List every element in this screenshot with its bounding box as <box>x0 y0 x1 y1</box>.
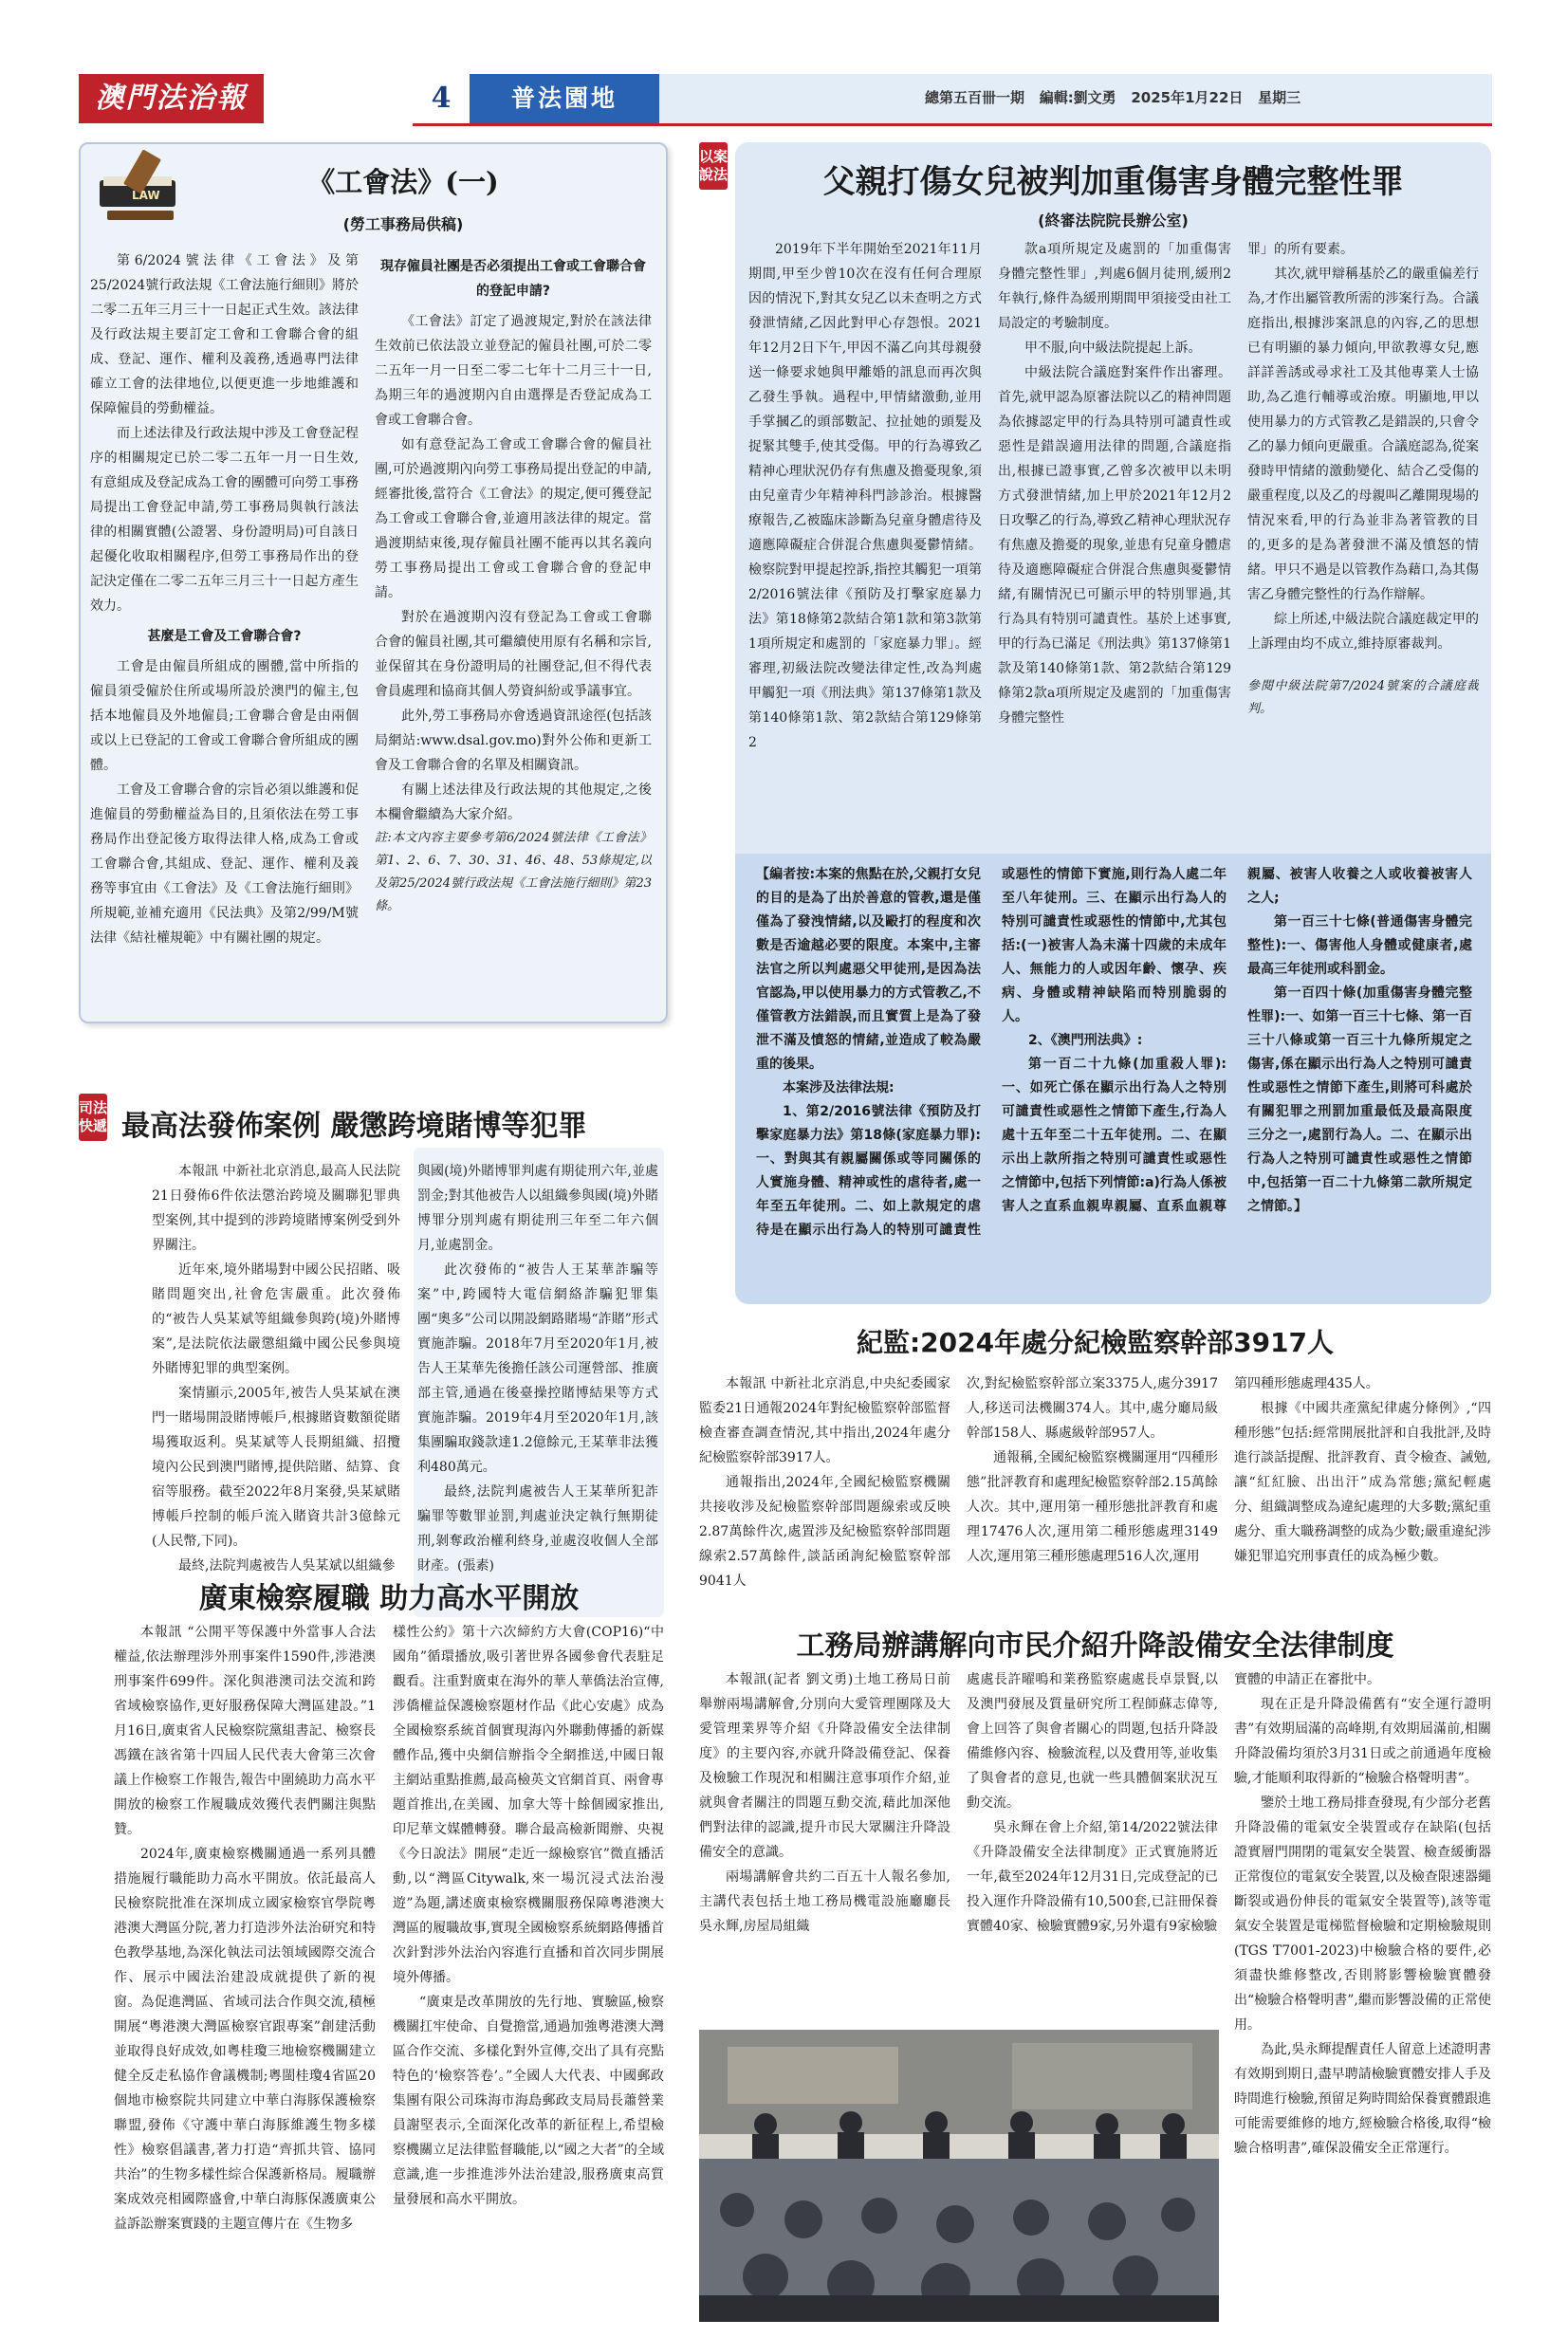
paragraph: 第四種形態處理435人。 <box>1234 1376 1379 1391</box>
father-case-title: 父親打傷女兒被判加重傷害身體完整性罪 <box>822 163 1404 201</box>
footnote: 註:本文內容主要參考第6/2024號法律《工會法》第1、2、6、7、30、31、46、48、53條規定,以及第25/2024號行政法規《工會法施行細則》第23條。 <box>375 831 652 913</box>
paragraph: 第一百四十條(加重傷害身體完整性罪):一、如第一百三十七條、第一百三十八條或第一百三十九條所規定之傷害,係在顯示出行為人之特別可譴責性或惡性之情節下產生,則將可科處於有關犯罪之刑罰加重最低及最高限度三分之一,處罰行為人。二、在顯示出行為人之特別可譴責性或惡性之情節中,包括第一百二十九條第二款所規定之情節。】 <box>1247 985 1472 1214</box>
paragraph: 與國(境)外賭博罪判處有期徒刑六年,並處罰金;對其他被告人以組織參與國(境)外賭博罪分別判處有期徒刑三年至二年六個月,並處罰金。 <box>417 1164 658 1253</box>
meeting-photo <box>699 2030 1219 2322</box>
discipline-article <box>699 1309 1491 1627</box>
father-case-article <box>735 142 1491 1304</box>
paragraph: 此次發佈的“被告人王某華詐騙等案”中,跨國特大電信網絡詐騙犯罪集團“奧多”公司以開設網路賭場“詐賭”形式實施詐騙。2018年7月至2020年1月,被告人王某華先後擔任該公司運營部、推廣部主管,通過在後臺操控賭博結果等方式實施詐騙。2019年4月至2020年1月,該集團騙取錢款達1.2億餘元,王某華非法獲利480萬元。 <box>417 1262 658 1475</box>
discipline-title: 紀監:2024年處分紀檢監察幹部3917人 <box>856 1327 1335 1358</box>
paragraph: 兩場講解會共約二百五十人報名參加,主講代表包括土地工務局機電設施廳廳長吳永輝,房屋局組織 <box>699 1869 950 1934</box>
father-case-byline: (終審法院院長辦公室) <box>1038 212 1189 230</box>
gambling-col2 <box>417 1159 658 1614</box>
gambling-col1 <box>152 1159 400 1614</box>
paragraph: 吳永輝在會上介紹,第14/2022號法律《升降設備安全法律制度》正式實施將近一年,截至2024年12月31日,完成登記的已投入運作升降設備有10,500套,已註冊保養實體40家、檢驗實體9家,另外還有9家檢驗 <box>967 1820 1218 1934</box>
paragraph: 而上述法律及行政法規中涉及工會登記程序的相關規定已於二零二五年一月一日生效,有意組成及登記成為工會的團體可向勞工事務局提出工會登記申請,勞工事務局與執行該法律的相關實體(公證署、身份證明局)可自該日起優化收取相關程序,但勞工事務局作出的登記決定僅在二零二五年三月三十一日起方產生效力。 <box>90 426 359 614</box>
law-book-icon <box>88 148 187 239</box>
weekday: 星期三 <box>1258 89 1301 106</box>
lift-safety-col2 <box>967 1667 1218 2018</box>
paragraph: 最終,法院判處被告人吳某斌以組織參 <box>178 1558 396 1574</box>
paragraph: 綜上所述,中級法院合議庭裁定甲的上訴理由均不成立,維持原審裁判。 <box>1247 612 1479 652</box>
paragraph: 第一百二十九條(加重殺人罪):一、如死亡係在顯示出行為人之特別可譴責性或惡性之情節下產生,行為人處十五年至二十五年徒刑。二、在顯示出上款所指之特別可譴責性或惡性之情節中,包括下列情節:a)行為人係被害人之直系血親卑親屬、直系血親尊親屬、被害人收養之人或收養被害人之人; <box>1002 867 1472 1214</box>
paragraph: 1、第2/2016號法律《預防及打擊家庭暴力法》第18條(家庭暴力罪):一、對與其有親屬關係或等同關係的人實施身體、精神或性的虐待者,處一年至五年徒刑。二、如上款規定的虐待是在顯示出行為人的特別可譴責性或惡性的情節下實施,則行為人處二年至八年徒刑。三、在顯示出行為人的特別可譴責性或惡性的情節中,尤其包括:(一)被害人為未滿十四歲的未成年人、無能力的人或因年齡、懷孕、疾病、身體或精神缺陷而特別脆弱的人。 <box>756 867 1227 1238</box>
union-law-col1 <box>90 249 359 1015</box>
paragraph: 本案涉及法律法規: <box>783 1080 895 1095</box>
paragraph: 甲不服,向中級法院提起上訴。 <box>1024 341 1202 356</box>
editor: 編輯:劉文勇 <box>1039 89 1116 106</box>
union-law-title: 《工會法》(一) <box>307 166 499 198</box>
paragraph: “廣東是改革開放的先行地、實驗區,檢察機關扛牢使命、自覺擔當,通過加強粵港澳大灣區合作交流、多樣化對外宣傳,交出了具有亮點特色的‘檢察答卷’。”全國人大代表、中國郵政集團有限公司珠海市海島郵政支局局長蕭營業員謝堅表示,全面深化改革的新征程上,希望檢察機關立足法律監督職能,以“國之大者”的全域意識,進一步推進涉外法治建設,服務廣東高質量發展和高水平開放。 <box>393 1995 664 2207</box>
paragraph: 罪」的所有要素。 <box>1247 242 1354 257</box>
paragraph: 2019年下半年開始至2021年11月期間,甲至少曾10次在沒有任何合理原因的情況下,對其女兒乙以未查明之方式發泄情緒,乙因此對甲心存怨恨。2021年12月2日下午,甲因不滿乙向其母親發送一條要求她與甲離婚的訊息而再次與乙發生爭執。過程中,甲情緒激動,並用手掌摑乙的頭部數記、拉扯她的頭髮及捉緊其雙手,使其受傷。甲的行為導致乙精神心理狀況仍存有焦慮及擔憂現象,須由兒童青少年精神科門診診治。根據醫療報告,乙被臨床診斷為兒童身體虐待及適應障礙症合併混合焦慮與憂鬱情緒。檢察院對甲提起控訴,指控其觸犯一項第2/2016號法律《預防及打擊家庭暴力法》第18條第2款結合第1款和第3款第1項所規定和處罰的「家庭暴力罪」。經審理,初級法院改變法律定性,改為判處甲觸犯一項《刑法典》第137條第1款及第140條第1款、第2款結合第129條第2 <box>748 242 982 750</box>
paragraph: 次,對紀檢監察幹部立案3375人,處分3917人,移送司法機關374人。其中,處分廳局級幹部158人、縣處級幹部957人。 <box>967 1376 1218 1441</box>
case-source: 參閱中級法院第7/2024號案的合議庭裁判。 <box>1247 679 1479 716</box>
guangdong-col2 <box>393 1620 664 2322</box>
lift-safety-col1 <box>699 1667 950 2018</box>
issue-info <box>925 87 1301 107</box>
case-tag: 以案說法 <box>699 142 728 190</box>
subheading: 甚麼是工會及工會聯合會? <box>147 629 302 644</box>
editor-note <box>756 863 1472 1292</box>
cross-border-gambling-article <box>114 1091 664 1617</box>
guangdong-col1 <box>114 1620 376 2322</box>
section-name: 普法園地 <box>470 74 659 123</box>
paragraph: 本報訊(記者 劉文勇)土地工務局日前舉辦兩場講解會,分別向大愛管理團隊及大愛管理業界等介紹《升降設備安全法律制度》的主要內容,亦就升降設備登記、保養及檢驗工作現況和相關注意事項作介紹,並就與會者關注的問題互動交流,藉此加深他們對法律的認識,提升市民大眾關注升降設備安全的意識。 <box>699 1672 950 1860</box>
issue-number: 總第五百卌一期 <box>925 89 1025 106</box>
paragraph: 其次,就甲辯稱基於乙的嚴重偏差行為,才作出屬管教所需的涉案行為。合議庭指出,根據涉案訊息的內容,乙的思想已有明顯的暴力傾向,甲欲教導女兒,應詳詳善誘或尋求社工及其他專業人士協助,為乙進行輔導或治療。明顯地,甲以使用暴力的方式管教乙是錯誤的,只會令乙的暴力傾向更嚴重。合議庭認為,從案發時甲情緒的激動變化、結合乙受傷的嚴重程度,以及乙的母親叫乙離開現場的情況來看,甲的行為並非為著管教的目的,更多的是為著發泄不滿及憤怒的情緒。甲只不過是以管教作為藉口,為其傷害乙身體完整性的行為作辯解。 <box>1247 267 1479 602</box>
paragraph: 如有意登記為工會或工會聯合會的僱員社團,可於過渡期內向勞工事務局提出登記的申請,經審批後,當符合《工會法》的規定,便可獲登記為工會或工會聯合會,並適用該法律的規定。當過渡期結束後,現存僱員社團不能再以其名義向勞工事務局提出工會或工會聯合會的登記申請。 <box>375 437 652 600</box>
paragraph: 通報稱,全國紀檢監察機關運用“四種形態”批評教育和處理紀檢監察幹部2.15萬餘人次。其中,運用第一種形態批評教育和處理17476人次,運用第二種形態處理3149人次,運用第三種形態處理516人次,運用 <box>967 1450 1218 1564</box>
paragraph: 工會及工會聯合會的宗旨必須以維護和促進僱員的勞動權益為目的,且須依法在勞工事務局作出登記後方取得法律人格,成為工會或工會聯合會,其組成、登記、運作、權利及義務等事宜由《工會法》及《工會法施行細則》所規範,並補充適用《民法典》及第2/99/M號法律《結社權規範》中有關社團的規定。 <box>90 782 359 946</box>
paragraph: 【編者按:本案的焦點在於,父親打女兒的目的是為了出於善意的管教,還是僅僅為了發洩情緒,以及毆打的程度和次數是否逾越必要的限度。本案中,主審法官之所以判處惡父甲徒刑,是因為法官認為,甲以使用暴力的方式管教乙,不僅管教方法錯誤,而且實質上是為了發泄不滿及憤怒的情緒,並造成了較為嚴重的後果。 <box>756 867 981 1072</box>
paragraph: 《工會法》訂定了過渡規定,對於在該法律生效前已依法設立並登記的僱員社團,可於二零二五年一月一日至二零二七年十二月三十一日,為期三年的過渡期內自由選擇是否登記成為工會或工會聯合會。 <box>375 314 652 428</box>
guangdong-procuratorate-article <box>114 1565 664 2324</box>
newspaper-logo: 澳門法治報 <box>79 74 264 123</box>
discipline-col1 <box>699 1372 950 1623</box>
discipline-col3 <box>1234 1372 1491 1623</box>
issue-date: 2025年1月22日 <box>1131 89 1244 106</box>
masthead <box>79 74 1492 125</box>
paragraph: 對於在過渡期內沒有登記為工會或工會聯合會的僱員社團,其可繼續使用原有名稱和宗旨,並保留其在身份證明局的社團登記,但不得代表會員處理和協商其個人勞資糾紛或爭議事宜。 <box>375 610 652 699</box>
paragraph: 有關上述法律及行政法規的其他規定,之後本欄會繼續為大家介紹。 <box>375 782 652 822</box>
paragraph: 工會是由僱員所組成的團體,當中所指的僱員須受僱於住所或場所設於澳門的僱主,包括本地僱員及外地僱員;工會聯合會是由兩個或以上已登記的工會或工會聯合會所組成的團體。 <box>90 659 359 773</box>
paragraph: 2024年,廣東檢察機關通過一系列具體措施履行職能助力高水平開放。依託最高人民檢察院批准在深圳成立國家檢察官學院粵港澳大灣區分院,著力打造涉外法治研究和特色教學基地,為深化執法司法領域國際交流合作、展示中國法治建設成就提供了新的視窗。為促進灣區、省域司法合作與交流,積極開展“粵港澳大灣區檢察官跟專案”創建活動並取得良好成效,如粵桂瓊三地檢察機關建立健全反走私協作會議機制;粵閩桂瓊4省區20個地市檢察院共同建立中華白海豚保護檢察聯盟,發佈《守護中華白海豚維護生物多樣性》檢察倡議書,著力打造“齊抓共管、協同共治”的生物多樣性綜合保護新格局。履職辦案成效亮相國際盛會,中華白海豚保護廣東公益訴訟辦案實踐的主題宣傳片在《生物多 <box>114 1847 376 2232</box>
law-icon-label: LAW <box>132 189 160 202</box>
paragraph: 中級法院合議庭對案件作出審理。首先,就甲認為原審法院以乙的精神問題為依據認定甲的行為具特別可譴責性或惡性是錯誤適用法律的問題,合議庭指出,根據已證事實,乙曾多次被甲以未明方式發泄情緒,加上甲於2021年12月2日攻擊乙的行為,導致乙精神心理狀況存有焦慮及擔憂的現象,並患有兒童身體虐待及適應障礙症合併混合焦慮與憂鬱情緒,有關情況已可顯示甲的特別罪過,其行為具有特別可譴責性。基於上述事實,甲的行為已滿足《刑法典》第137條第1款及第140條第1款、第2款結合第129條第2款a項所規定及處罰的「加重傷害身體完整性 <box>998 365 1231 726</box>
paragraph: 鑒於土地工務局排查發現,有少部分老舊升降設備的電氣安全裝置或存在缺陷(包括證實層門開閉的電氣安全裝置、檢查緩衝器正常復位的電氣安全裝置,以及檢查限速器繩斷裂或過份伸長的電氣安全裝置等),該等電氣安全裝置是電梯監督檢驗和定期檢驗規則(TGS T7001-2023)中檢驗合格的要件,必須盡快維修整改,否則將影響檢驗實體發出“檢驗合格聲明書”,繼而影響設備的正常使用。 <box>1234 1795 1491 2033</box>
paragraph: 款a項所規定及處罰的「加重傷害身體完整性罪」,判處6個月徒刑,緩刑2年執行,條件為緩刑期間甲須接受由社工局設定的考驗制度。 <box>998 242 1231 331</box>
union-law-byline: (勞工事務局供稿) <box>342 215 464 233</box>
paragraph: 本報訊 中新社北京消息,中央紀委國家監委21日通報2024年對紀檢監察幹部監督檢查審查調查情況,其中指出,2024年處分紀檢監察幹部3917人。 <box>699 1376 950 1465</box>
paragraph: 根據《中國共產黨紀律處分條例》,“四種形態”包括:經常開展批評和自我批評,及時進行談話提醒、批評教育、責令檢查、誡勉,讓“紅紅臉、出出汗”成為常態;黨紀輕處分、組織調整成為違紀處理的大多數;黨紀重處分、重大職務調整的成為少數;嚴重違紀涉嫌犯罪追究刑事責任的成為極少數。 <box>1234 1401 1491 1564</box>
lift-safety-title: 工務局辦講解向市民介紹升降設備安全法律制度 <box>796 1629 1394 1663</box>
lift-safety-col3 <box>1234 1667 1491 2322</box>
union-law-article <box>79 142 668 1023</box>
paragraph: 通報指出,2024年,全國紀檢監察機關共接收涉及紀檢監察幹部問題線索或反映2.87萬餘件次,處置涉及紀檢監察幹部問題線索2.57萬餘件,談話函詢紀檢監察幹部9041人 <box>699 1475 950 1589</box>
guangdong-title: 廣東檢察履職 助力高水平開放 <box>198 1582 580 1615</box>
judicial-express-tag: 司法快遞 <box>79 1094 107 1141</box>
paragraph: 本報訊 中新社北京消息,最高人民法院21日發佈6件依法懲治跨境及關聯犯罪典型案例,其中提到的涉跨境賭博案例受到外界關注。 <box>152 1164 400 1253</box>
paragraph: 近年來,境外賭場對中國公民招賭、吸賭問題突出,社會危害嚴重。此次發佈的“被告人吳某斌等組織參與跨(境)外賭博案”,是法院依法嚴懲組織中國公民參與境外賭博犯罪的典型案例。 <box>152 1262 400 1376</box>
lift-safety-article <box>699 1612 1491 2324</box>
paragraph: 現在正是升降設備舊有“安全運行證明書”有效期屆滿的高峰期,有效期屆滿前,相關升降設備均須於3月31日或之前通過年度檢驗,才能順利取得新的“檢驗合格聲明書”。 <box>1234 1697 1491 1786</box>
paragraph: 為此,吳永輝提醒責任人留意上述證明書有效期到期日,盡早聘請檢驗實體安排人手及時間進行檢驗,預留足夠時間給保養實體跟進可能需要維修的地方,經檢驗合格後,取得“檢驗合格明書”,確保設備安全正常運行。 <box>1234 2042 1491 2156</box>
paragraph: 第一百三十七條(普通傷害身體完整性):一、傷害他人身體或健康者,處最高三年徒刑或科罰金。 <box>1247 914 1472 977</box>
union-law-col2 <box>375 249 652 1015</box>
paragraph: 最終,法院判處被告人王某華所犯詐騙罪等數罪並罰,判處並決定執行無期徒刑,剝奪政治權利終身,並處沒收個人全部財產。(張素) <box>417 1484 658 1574</box>
paragraph: 樣性公約》第十六次締約方大會(COP16)“中國角”循環播放,吸引著世界各國參會代表駐足觀看。注重對廣東在海外的華人華僑法治宣傳,涉僑權益保護檢察題材作品《此心安處》成為全國檢察系統首個實現海內外聯動傳播的新媒體作品,獲中央網信辦指令全網推送,中國日報主網站重點推薦,最高檢英文官網首頁、兩會專題首推出,在美國、加拿大等十餘個國家推出,印尼華文媒體轉發。聯合最高檢新聞辦、央視《今日說法》開展“走近一線檢察官”微直播活動,以“灣區Citywalk,來一場沉浸式法治漫遊”為題,講述廣東檢察機關服務保障粵港澳大灣區的履職故事,實現全國檢察系統網路傳播首次針對涉外法治內容進行直播和首次同步開展境外傳播。 <box>393 1625 664 1985</box>
paragraph: 案情顯示,2005年,被告人吳某斌在澳門一賭場開設賭博帳戶,根據賭資數額從賭場獲取返利。吳某斌等人長期組織、招攬境內公民到澳門賭博,提供陪賭、結算、食宿等服務。截至2022年8月案發,吳某斌賭博帳戶控制的帳戶流入賭資共計3億餘元(人民幣,下同)。 <box>152 1386 400 1549</box>
paragraph: 處處長許曜鳴和業務監察處處長卓景賢,以及澳門發展及質量研究所工程師蘇志偉等,會上回答了與會者關心的問題,包括升降設備維修內容、檢驗流程,以及費用等,並收集了與會者的意見,也就一些具體個案狀況互動交流。 <box>967 1672 1218 1811</box>
paragraph: 第6/2024號法律《工會法》及第25/2024號行政法規《工會法施行細則》將於二零二五年三月三十一日起正式生效。該法律及行政法規主要訂定工會和工會聯合會的組成、登記、運作、權利及義務,透過專門法律確立工會的法律地位,以便更進一步地維護和保障僱員的勞動權益。 <box>90 253 359 416</box>
paragraph: 2、《澳門刑法典》: <box>1028 1033 1143 1048</box>
subheading: 現存僱員社團是否必須提出工會或工會聯合會的登記申請? <box>380 259 646 299</box>
paragraph: 本報訊 “公開平等保護中外當事人合法權益,依法辦理涉外刑事案件1590件,涉港澳刑事案件699件。深化與港澳司法交流和跨省域檢察協作,更好服務保障大灣區建設。”1月16日,廣東省人民檢察院黨組書記、檢察長馮鐵在該省第十四屆人民代表大會第三次會議上作檢察工作報告,報告中圍繞助力高水平開放的檢察工作履職成效獲代表們關注與點贊。 <box>114 1625 376 1837</box>
gambling-title: 最高法發佈案例 嚴懲跨境賭博等犯罪 <box>121 1110 587 1143</box>
paragraph: 此外,勞工事務局亦會透過資訊途徑(包括該局網站:www.dsal.gov.mo)對外公佈和更新工會及工會聯合會的名單及相關資訊。 <box>375 709 652 773</box>
paragraph: 實體的申請正在審批中。 <box>1234 1672 1380 1687</box>
page-number: 4 <box>413 74 470 123</box>
discipline-col2 <box>967 1372 1218 1623</box>
